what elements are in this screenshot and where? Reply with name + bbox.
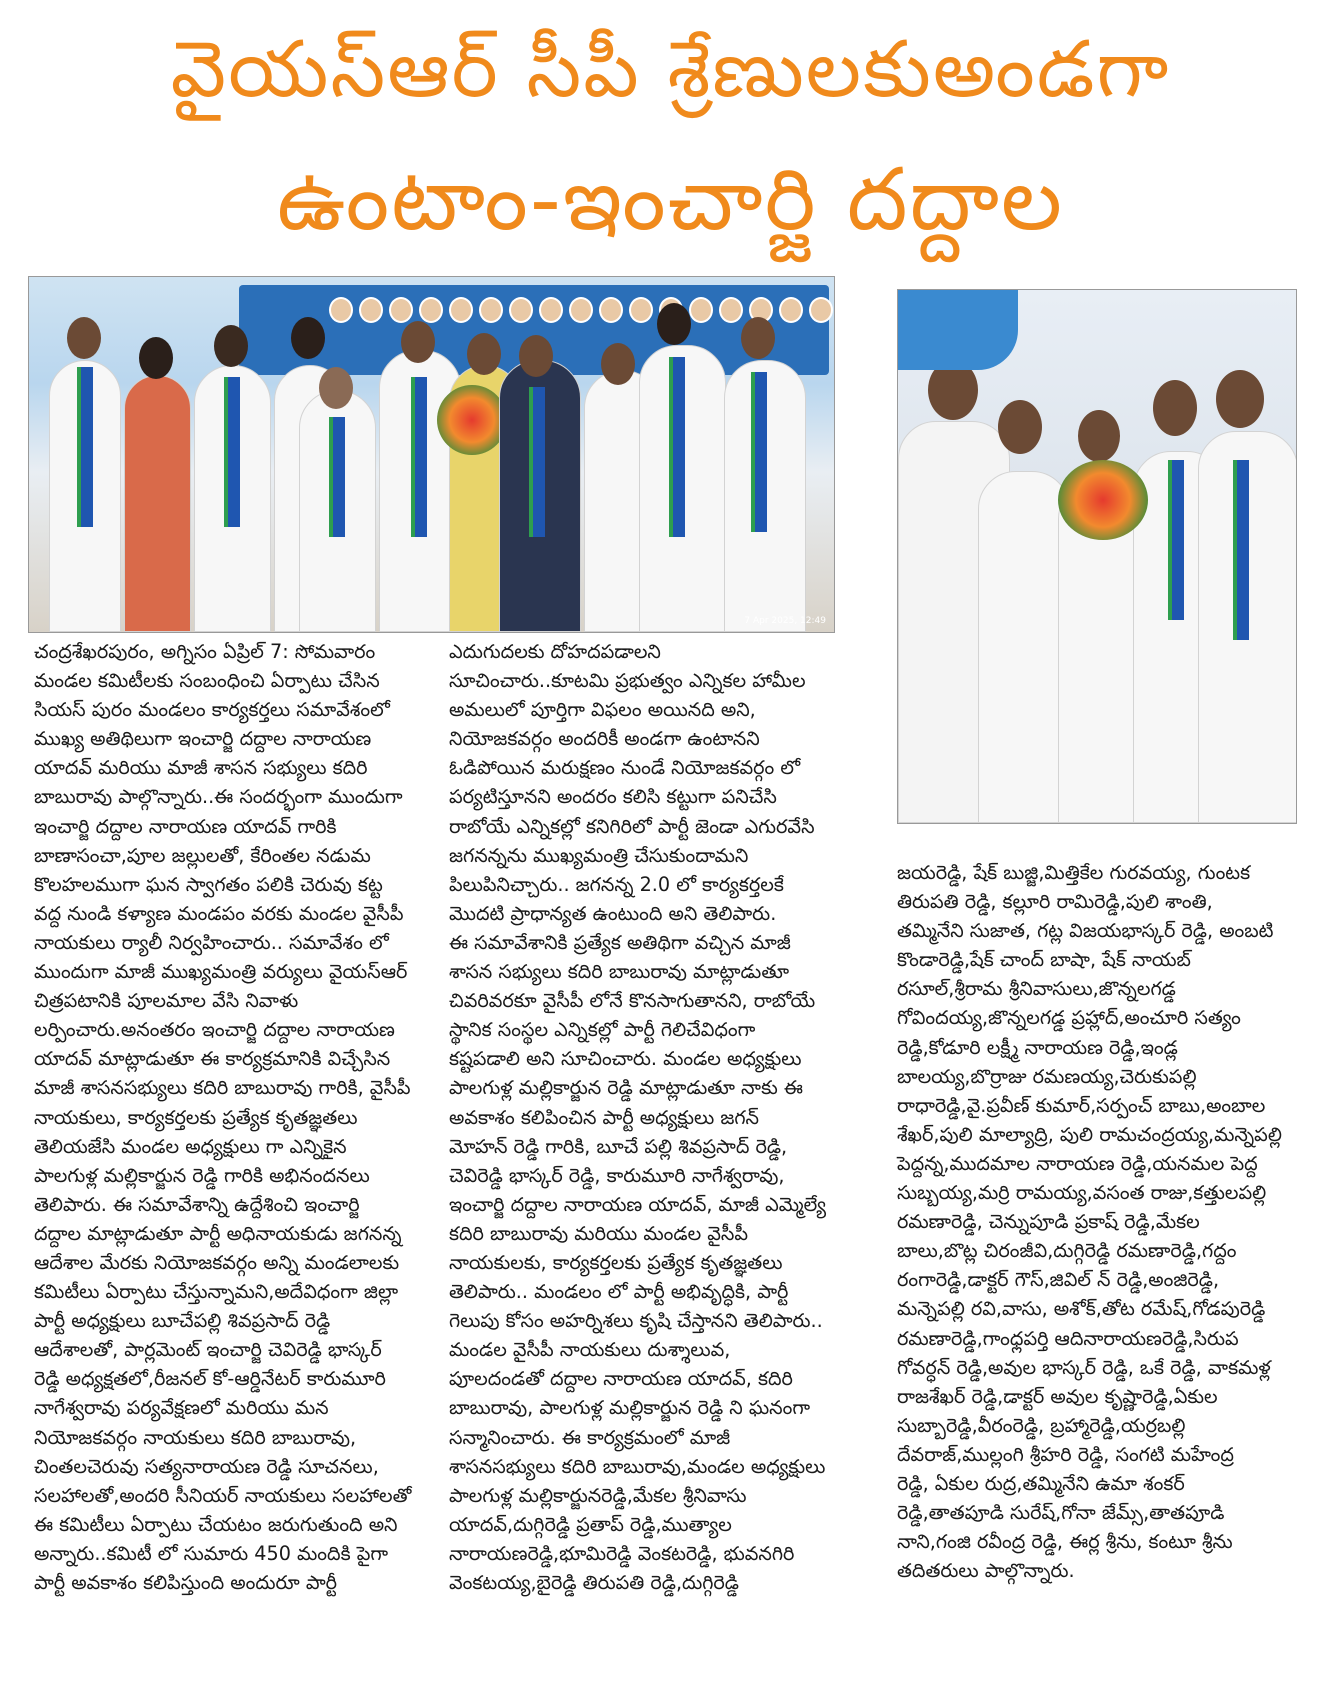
article-line: పాలగుళ్ల మల్లికార్జున రెడ్డి గారికి అభినందనలు bbox=[34, 1163, 370, 1187]
article-line: చిత్రపటానికి పూలమాల వేసి నివాళు bbox=[34, 989, 299, 1013]
article-line: రెడ్డి,తాతపూడి సురేష్,గోనా జేమ్స్,తాతపూడి bbox=[897, 1501, 1225, 1525]
article-line: కొండారెడ్డి,షేక్ చాంద్ బాషా, షేక్ నాయబ్ bbox=[897, 948, 1191, 972]
article-line: నాని,గంజి రవీంద్ర రెడ్డి, ఈర్ల శ్రీను, కంటూ శ్రీను bbox=[897, 1530, 1233, 1554]
article-line: తమ్మినేని సుజాత, గట్ల విజయభాస్కర్ రెడ్డి, అంబటి bbox=[897, 919, 1274, 943]
article-line: జగనన్నను ముఖ్యమంత్రి చేసుకుందామని bbox=[449, 843, 749, 867]
article-line: గోవిందయ్య,జొన్నలగడ్డ ప్రహ్లాద్,అంచూరి సత్యం bbox=[897, 1006, 1241, 1030]
article-line: యాదవ్ మాట్లాడుతూ ఈ కార్యక్రమానికి విచ్చేసిన bbox=[34, 1047, 391, 1071]
article-line: రమణారెడ్డి,గాంధ్లపర్తి ఆదినారాయణరెడ్డి,సిరుప bbox=[897, 1326, 1239, 1350]
article-line: లర్పించారు.అనంతరం ఇంచార్జి దద్దాల నారాయణ bbox=[34, 1018, 395, 1042]
article-line: చెవిరెడ్డి భాస్కర్ రెడ్డి, కారుమూరి నాగేశ్వరావు, bbox=[449, 1163, 785, 1187]
article-line: ముందుగా మాజీ ముఖ్యమంత్రి వర్యులు వైయస్ఆర్ bbox=[34, 960, 408, 984]
headline-line-2: ఉంటాం-ఇంచార్జి దద్దాల bbox=[276, 150, 1065, 250]
article-line: శాసనసభ్యులు కదిరి బాబురావు,మండల అధ్యక్షులు bbox=[449, 1454, 826, 1478]
article-line: తిరుపతి రెడ్డి, కల్లూరి రామిరెడ్డి,పులి శాంతి, bbox=[897, 890, 1213, 914]
article-line: రమణారెడ్డి, చెన్నుపూడి ప్రకాష్ రెడ్డి,మేకల bbox=[897, 1210, 1200, 1234]
article-line: నాగేశ్వరావు పర్యవేక్షణలో మరియు మన bbox=[34, 1396, 329, 1420]
article-line: మండల కమిటీలకు సంబంధించి ఏర్పాటు చేసిన bbox=[34, 669, 380, 693]
article-line: బాణాసంచా,పూల జల్లులతో, కేరింతల నడుమ bbox=[34, 843, 371, 867]
article-line: దద్దాల మాట్లాడుతూ పార్టీ అధినాయకుడు జగనన్న bbox=[34, 1221, 402, 1245]
article-line: పిలుపినిచ్చారు.. జగనన్న 2.0 లో కార్యకర్తలకే bbox=[449, 872, 784, 896]
article-line: చంద్రశేఖరపురం, అగ్నిసం ఏప్రిల్ 7: సోమవారం bbox=[34, 640, 376, 663]
article-line: సూచించారు..కూటమి ప్రభుత్వం ఎన్నికల హామీల bbox=[449, 669, 806, 693]
article-line: బాబురావు, పాలగుళ్ల మల్లికార్జున రెడ్డి ని ఘనంగా bbox=[449, 1396, 811, 1420]
article-line: తెలిపారు.. మండలం లో పార్టీ అభివృద్ధికి, పార్టీ bbox=[449, 1280, 789, 1304]
article-line: ఆదేశాల మేరకు నియోజకవర్గం అన్ని మండలాలకు bbox=[34, 1250, 400, 1274]
article-line: తెలియజేసి మండల అధ్యక్షులు గా ఎన్నికైన bbox=[34, 1134, 347, 1158]
article-line: యాదవ్ మరియు మాజీ శాసన సభ్యులు కదిరి bbox=[34, 756, 368, 780]
article-line: నియోజకవర్గం అందరికీ అండగా ఉంటానని bbox=[449, 727, 760, 751]
article-line: మన్నెపల్లి రవి,వాసు, అశోక్,తోట రమేష్,గోడపురెడ్డి bbox=[897, 1297, 1266, 1321]
article-line: ఓడిపోయిన మరుక్షణం నుండే నియోజకవర్గం లో bbox=[449, 756, 801, 780]
article-line: రెడ్డి, ఏకుల రుద్ర,తమ్మినేని ఉమా శంకర్ bbox=[897, 1471, 1185, 1495]
article-line: అన్నారు..కమిటీ లో సుమారు 450 మందికి పైగా bbox=[34, 1541, 389, 1565]
article-line: ఇంచార్జి దద్దాల నారాయణ యాదవ్, మాజీ ఎమ్మెల్యే bbox=[449, 1192, 826, 1216]
article-line: సుబ్బారెడ్డి,వీరంరెడ్డి, బ్రహ్మారెడ్డి,యర్రబల్లి bbox=[897, 1413, 1186, 1437]
article-line: పర్యటిస్తూనని అందరం కలిసి కట్టుగా పనిచేసి bbox=[449, 785, 777, 809]
bouquet-photo bbox=[897, 289, 1297, 824]
article-line: ఆదేశాలతో, పార్లమెంట్ ఇంచార్జి చెవిరెడ్డి భాస్కర్ bbox=[34, 1338, 382, 1362]
article-line: స్థానిక సంస్థల ఎన్నికల్లో పార్టీ గెలిచేవిధంగా bbox=[449, 1018, 756, 1042]
article-line: గెలుపు కోసం అహర్నిశలు కృషి చేస్తానని తెలిపారు.. bbox=[449, 1309, 823, 1333]
article-line: తెలిపారు. ఈ సమావేశాన్ని ఉద్దేశించి ఇంచార్జి bbox=[34, 1192, 360, 1216]
article-line: కష్టపడాలి అని సూచించారు. మండల అధ్యక్షులు bbox=[449, 1047, 802, 1071]
article-line: పూలదండతో దద్దాల నారాయణ యాదవ్, కదిరి bbox=[449, 1367, 793, 1391]
article-line: సియస్ పురం మండలం కార్యకర్తలు సమావేశంలో bbox=[34, 698, 390, 722]
article-line: మోహన్ రెడ్డి గారికి, బూచే పల్లి శివప్రసాద్ రెడ్డి, bbox=[449, 1134, 788, 1158]
article-line: చివరివరకూ వైసీపీ లోనే కొనసాగుతానని, రాబోయే bbox=[449, 989, 816, 1013]
article-line: బాలు,బొట్ల చిరంజీవి,దుగ్గిరెడ్డి రమణారెడ్డి,గద్దం bbox=[897, 1239, 1237, 1263]
article-line: రాజశేఖర్ రెడ్డి,డాక్టర్ అవుల కృష్ణారెడ్డి,ఏకుల bbox=[897, 1384, 1218, 1408]
article-line: కమిటీలు ఏర్పాటు చేస్తున్నామని,అదేవిధంగా జిల్లా bbox=[34, 1280, 399, 1304]
article-line: పార్టీ అధ్యక్షులు బూచేపల్లి శివప్రసాద్ రెడ్డి bbox=[34, 1309, 331, 1333]
article-line: నియోజకవర్గం నాయకులు కదిరి బాబురావు, bbox=[34, 1425, 357, 1449]
article-line: పాలగుళ్ల మల్లికార్జునరెడ్డి,మేకల శ్రీనివాసు bbox=[449, 1483, 747, 1507]
article-line: ముఖ్య అతిథిలుగా ఇంచార్జి దద్దాల నారాయణ bbox=[34, 727, 372, 751]
article-column-3 bbox=[897, 858, 1307, 1585]
article-line: పార్టీ అవకాశం కలిపిస్తుంది అందురూ పార్టీ bbox=[34, 1571, 337, 1594]
article-line: మాజీ శాసనసభ్యులు కదిరి బాబురావు గారికి, వైసీపీ bbox=[34, 1076, 411, 1100]
photo-timestamp: 7 Apr 2025, 12:49 bbox=[744, 616, 826, 626]
article-line: సన్మానించారు. ఈ కార్యక్రమంలో మాజీ bbox=[449, 1425, 731, 1449]
article-line: సుబ్బయ్య,మర్రి రామయ్య,వసంత రాజు,కత్తులపల్లి bbox=[897, 1181, 1267, 1205]
article-line: రాధారెడ్డి,వై.ప్రవీణ్ కుమార్,సర్పంచ్ బాబు,అంబాల bbox=[897, 1093, 1266, 1117]
article-line: అవకాశం కలిపించిన పార్టీ అధ్యక్షులు జగన్ bbox=[449, 1105, 760, 1129]
article-line: నాయకులు ర్యాలీ నిర్వహించారు.. సమావేశం లో bbox=[34, 930, 389, 954]
article-line: జయరెడ్డి, షేక్ బుజ్జి,మిత్తికేల గురవయ్య, గుంటక bbox=[897, 861, 1251, 884]
article-line: పెద్దన్న,ముదమాల నారాయణ రెడ్డి,యనమల పెద్ద bbox=[897, 1151, 1258, 1175]
article-line: రసూల్,శ్రీరామ శ్రీనివాసులు,జొన్నలగడ్డ bbox=[897, 977, 1176, 1001]
article-line: శేఖర్,పులి మాల్యాద్రి, పులి రామచంద్రయ్య,మన్నెపల్లి bbox=[897, 1122, 1282, 1146]
article-line: అమలులో పూర్తిగా విఫలం అయినది అని, bbox=[449, 698, 756, 722]
article-line: రెడ్డి,కోడూరి లక్ష్మీ నారాయణ రెడ్డి,ఇండ్ల bbox=[897, 1035, 1178, 1059]
article-line: కదిరి బాబురావు మరియు మండల వైసీపీ bbox=[449, 1221, 749, 1245]
article-line: ఈ కమిటీలు ఏర్పాటు చేయటం జరుగుతుంది అని bbox=[34, 1512, 398, 1536]
article-line: నాయకులు, కార్యకర్తలకు ప్రత్యేక కృతజ్ఞతలు bbox=[34, 1105, 358, 1129]
article-line: శాసన సభ్యులు కదిరి బాబురావు మాట్లాడుతూ bbox=[449, 960, 790, 984]
article-line: సలహాలతో,అందరి సీనియర్ నాయకులు సలహాలతో bbox=[34, 1483, 412, 1507]
article-line: పాలగుళ్ల మల్లికార్జున రెడ్డి మాట్లాడుతూ నాకు ఈ bbox=[449, 1076, 803, 1100]
article-line: ఇంచార్జి దద్దాల నారాయణ యాదవ్ గారికి bbox=[34, 814, 337, 838]
article-line: వెంకటయ్య,బైరెడ్డి తిరుపతి రెడ్డి,దుగ్గిరెడ్డి bbox=[449, 1571, 740, 1594]
article-line: తదితరులు పాల్గొన్నారు. bbox=[897, 1559, 1075, 1583]
article-line: గోవర్ధన్ రెడ్డి,అవుల భాస్కర్ రెడ్డి, ఒకే రెడ్డి, వాకమళ్ల bbox=[897, 1355, 1271, 1379]
article-line: రంగారెడ్డి,డాక్టర్ గౌస్,జివిల్ న్ రెడ్డి,అంజిరెడ్డి, bbox=[897, 1268, 1220, 1292]
article-line: రాబోయే ఎన్నికల్లో కనిగిరిలో పార్టీ జెండా ఎగురవేసి bbox=[449, 814, 815, 838]
article-line: బాబురావు పాల్గొన్నారు..ఈ సందర్భంగా ముందుగా bbox=[34, 785, 403, 809]
headline-line-1: వైయస్ఆర్ సీపీ శ్రేణులకుఅండగా bbox=[170, 25, 1171, 115]
article-line: నారాయణరెడ్డి,భూమిరెడ్డి వెంకటరెడ్డి, భువనగిరి bbox=[449, 1541, 795, 1565]
article-line: రెడ్డి అధ్యక్షతలో,రీజనల్ కో-ఆర్డినేటర్ కారుమూరి bbox=[34, 1367, 386, 1391]
group-photo bbox=[28, 276, 835, 633]
article-line: యాదవ్,దుగ్గిరెడ్డి ప్రతాప్ రెడ్డి,ముత్యాల bbox=[449, 1512, 732, 1536]
article-line: నాయకులకు, కార్యకర్తలకు ప్రత్యేక కృతజ్ఞతలు bbox=[449, 1250, 783, 1274]
article-line: కొలహలముగా ఘన స్వాగతం పలికి చెరువు కట్ట bbox=[34, 872, 383, 896]
article-line: దేవరాజ్,ముల్లంగి శ్రీహరి రెడ్డి, సంగటి మహేంద్ర bbox=[897, 1442, 1234, 1466]
article-line: బాలయ్య,బొర్రాజు రమణయ్య,చెరుకుపల్లి bbox=[897, 1064, 1197, 1088]
article-line: మండల వైసీపీ నాయకులు దుశ్శాలువ, bbox=[449, 1338, 731, 1362]
article-line: చింతలచెరువు సత్యనారాయణ రెడ్డి సూచనలు, bbox=[34, 1454, 379, 1478]
article-line: ఈ సమావేశానికి ప్రత్యేక అతిథిగా వచ్చిన మాజీ bbox=[449, 930, 791, 954]
article-column-2 bbox=[449, 637, 849, 1597]
article-column-1 bbox=[34, 637, 429, 1597]
article-line: వద్ద నుండి కళ్యాణ మండపం వరకు మండల వైసీపీ bbox=[34, 901, 404, 925]
article-line: ఎదుగుదలకు దోహదపడాలని bbox=[449, 640, 661, 663]
article-line: మొదటి ప్రాధాన్యత ఉంటుంది అని తెలిపారు. bbox=[449, 901, 777, 925]
